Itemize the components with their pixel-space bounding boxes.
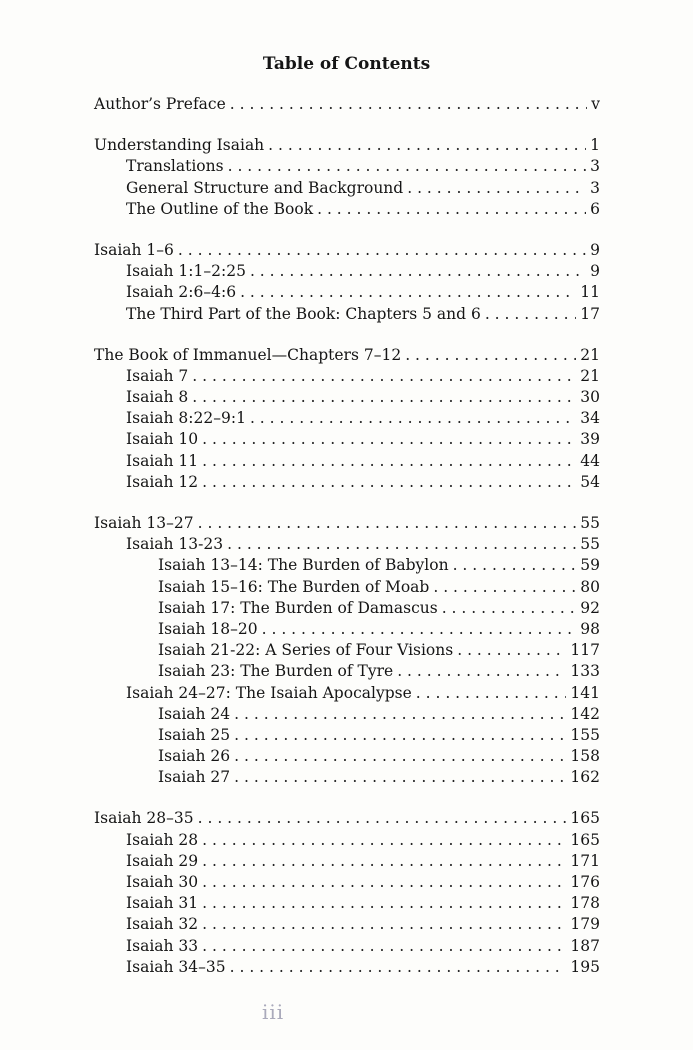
toc-entry[interactable] (94, 937, 600, 958)
toc-entry-title: The Book of Immanuel—Chapters 7–12 (94, 345, 402, 364)
toc-entry[interactable] (94, 179, 600, 200)
toc-entry-page-number: 133 (570, 662, 600, 681)
toc-entry-title: Isaiah 34–35 (126, 957, 226, 976)
toc-entry-title: The Outline of the Book (126, 199, 314, 218)
toc-entry-title: Translations (126, 157, 224, 176)
dot-leader (202, 473, 576, 491)
dot-leader (453, 556, 577, 574)
toc-entry-page-number: 162 (570, 768, 600, 787)
toc-entry[interactable] (94, 726, 600, 747)
toc-entry-page-number: 55 (580, 535, 600, 554)
toc-entry[interactable] (94, 684, 600, 705)
toc-entry[interactable] (94, 831, 600, 852)
dot-leader (234, 726, 566, 744)
toc-entry-title: Isaiah 8 (126, 388, 189, 407)
toc-entry-page-number: 3 (590, 157, 600, 176)
toc-entry-page-number: 6 (590, 199, 600, 218)
dot-leader (234, 705, 566, 723)
toc-entry-page-number: 176 (570, 873, 600, 891)
dot-leader (230, 958, 567, 976)
dot-leader (198, 809, 567, 827)
dot-leader (202, 831, 566, 849)
dot-leader (202, 894, 566, 912)
toc-entry-title: Isaiah 30 (126, 873, 199, 891)
toc-entry-title: General Structure and Background (126, 178, 404, 197)
toc-entry-title: Isaiah 31 (126, 894, 199, 913)
toc-entry-page-number: v (591, 95, 600, 113)
toc-entry-title: Isaiah 29 (126, 851, 199, 870)
toc-entry-title: Isaiah 7 (126, 366, 189, 385)
toc-entry[interactable] (94, 262, 600, 283)
toc-entry-title: Isaiah 27 (158, 768, 231, 787)
toc-entry-title: Isaiah 33 (126, 936, 199, 955)
toc-entry-page-number: 30 (580, 388, 600, 407)
toc-entry-page-number: 98 (580, 619, 600, 638)
dot-leader (202, 430, 576, 448)
toc-entry[interactable] (94, 95, 600, 116)
toc-entry-title: Understanding Isaiah (94, 136, 265, 155)
toc-entry-title: Isaiah 17: The Burden of Damascus (158, 598, 438, 617)
toc-entry-title: Isaiah 13–27 (94, 514, 194, 532)
dot-leader (397, 662, 566, 680)
dot-leader (192, 388, 576, 406)
toc-entry-page-number: 165 (570, 809, 600, 828)
dot-leader (250, 409, 576, 427)
toc-entry-title: Isaiah 1:1–2:25 (126, 262, 246, 281)
toc-entry-title: Isaiah 21-22: A Series of Four Visions (158, 641, 454, 660)
dot-leader (457, 641, 566, 659)
toc-entry-page-number: 1 (590, 136, 600, 155)
dot-leader (407, 179, 586, 197)
toc-entry[interactable] (94, 157, 600, 178)
toc-section (94, 95, 600, 116)
toc-entry-page-number: 9 (590, 240, 600, 259)
toc-entry-title: Isaiah 10 (126, 430, 199, 449)
dot-leader (416, 684, 567, 702)
dot-leader (202, 937, 566, 955)
toc-entry[interactable] (94, 346, 600, 367)
toc-entry[interactable] (94, 514, 600, 535)
toc-entry[interactable] (94, 452, 600, 473)
toc-entry-title: Author’s Preface (94, 95, 226, 113)
toc-section (94, 241, 600, 326)
toc-entry[interactable] (94, 894, 600, 915)
toc-entry-page-number: 80 (580, 577, 600, 596)
toc-entry-title: Isaiah 26 (158, 747, 231, 766)
toc-section (94, 136, 600, 221)
dot-leader (485, 305, 576, 323)
toc-section (94, 809, 600, 979)
dot-leader (228, 157, 587, 175)
toc-entry-title: The Third Part of the Book: Chapters 5 and 6 (126, 304, 481, 323)
toc-entry-page-number: 195 (570, 957, 600, 976)
toc-entry-page-number: 187 (570, 936, 600, 955)
toc-entry[interactable] (94, 768, 600, 789)
dot-leader (442, 599, 577, 617)
toc-entry[interactable] (94, 409, 600, 430)
toc-entry-title: Isaiah 12 (126, 472, 199, 491)
toc-entry[interactable] (94, 958, 600, 979)
dot-leader (317, 200, 586, 218)
toc-entry-page-number: 34 (580, 409, 600, 428)
dot-leader (405, 346, 576, 364)
toc-entry-page-number: 178 (570, 894, 600, 913)
toc-entry[interactable] (94, 641, 600, 662)
toc-entry[interactable] (94, 747, 600, 768)
toc-entry[interactable] (94, 620, 600, 641)
toc-entry-page-number: 55 (580, 514, 600, 532)
toc-entry-page-number: 158 (570, 747, 600, 766)
toc-entry-title: Isaiah 13-23 (126, 535, 224, 554)
toc-entry[interactable] (94, 915, 600, 936)
toc-entry[interactable] (94, 599, 600, 620)
toc-entry[interactable] (94, 430, 600, 451)
toc-entry-title: Isaiah 8:22–9:1 (126, 409, 246, 428)
toc-entry-page-number: 155 (570, 725, 600, 744)
dot-leader (178, 241, 586, 259)
toc-entry[interactable] (94, 367, 600, 388)
toc-entry-page-number: 171 (570, 851, 600, 870)
toc-entry-page-number: 92 (580, 598, 600, 617)
toc-entry-title: Isaiah 18–20 (158, 619, 258, 638)
page-title: Table of Contents (262, 54, 431, 74)
dot-leader (262, 620, 577, 638)
toc-entry-title: Isaiah 15–16: The Burden of Moab (158, 577, 430, 596)
toc-entry[interactable] (94, 662, 600, 683)
dot-leader (234, 768, 566, 786)
toc-section (94, 346, 600, 494)
toc-entry-page-number: 17 (580, 304, 600, 323)
toc-entry-title: Isaiah 23: The Burden of Tyre (158, 662, 394, 681)
dot-leader (250, 262, 586, 280)
toc-entry-page-number: 142 (570, 704, 600, 723)
toc-entry[interactable] (94, 283, 600, 304)
toc-entry-page-number: 141 (570, 683, 600, 702)
toc-entry-page-number: 39 (580, 430, 600, 449)
toc-entry-page-number: 3 (590, 178, 600, 197)
toc-entry[interactable] (94, 241, 600, 262)
dot-leader (268, 136, 586, 154)
toc-entry-title: Isaiah 32 (126, 915, 199, 934)
toc-entry[interactable] (94, 873, 600, 894)
toc-entry[interactable] (94, 705, 600, 726)
dot-leader (234, 747, 566, 765)
toc-entry[interactable] (94, 852, 600, 873)
toc-entry-title: Isaiah 28 (126, 830, 199, 849)
dot-leader (192, 367, 576, 385)
toc-entry-page-number: 21 (580, 366, 600, 385)
dot-leader (198, 514, 577, 532)
dot-leader (240, 283, 576, 301)
toc-entry[interactable] (94, 136, 600, 157)
page-number: iii (262, 1000, 285, 1024)
table-of-contents (94, 95, 600, 999)
toc-entry-page-number: 117 (570, 641, 600, 660)
dot-leader (230, 95, 587, 113)
toc-entry[interactable] (94, 556, 600, 577)
toc-entry-page-number: 165 (570, 830, 600, 849)
toc-entry[interactable] (94, 535, 600, 556)
toc-entry-title: Isaiah 24 (158, 704, 231, 723)
toc-entry-title: Isaiah 11 (126, 451, 199, 470)
toc-entry-title: Isaiah 24–27: The Isaiah Apocalypse (126, 683, 412, 702)
toc-entry-page-number: 21 (580, 345, 600, 364)
dot-leader (227, 535, 576, 553)
toc-entry[interactable] (94, 809, 600, 830)
toc-section (94, 514, 600, 789)
toc-entry[interactable] (94, 200, 600, 221)
toc-entry-page-number: 11 (580, 283, 600, 302)
toc-entry[interactable] (94, 578, 600, 599)
toc-entry[interactable] (94, 305, 600, 326)
toc-entry-page-number: 9 (590, 262, 600, 281)
toc-entry-page-number: 44 (580, 451, 600, 470)
toc-entry-title: Isaiah 1–6 (94, 240, 174, 259)
dot-leader (202, 873, 566, 891)
toc-entry-title: Isaiah 25 (158, 725, 231, 744)
toc-entry-page-number: 179 (570, 915, 600, 934)
toc-entry[interactable] (94, 473, 600, 494)
dot-leader (202, 915, 566, 933)
toc-entry-title: Isaiah 2:6–4:6 (126, 283, 237, 302)
dot-leader (202, 852, 566, 870)
toc-entry[interactable] (94, 388, 600, 409)
toc-entry-title: Isaiah 28–35 (94, 809, 194, 828)
dot-leader (202, 452, 576, 470)
toc-entry-page-number: 59 (580, 556, 600, 575)
dot-leader (433, 578, 576, 596)
toc-entry-title: Isaiah 13–14: The Burden of Babylon (158, 556, 449, 575)
toc-entry-page-number: 54 (580, 472, 600, 491)
